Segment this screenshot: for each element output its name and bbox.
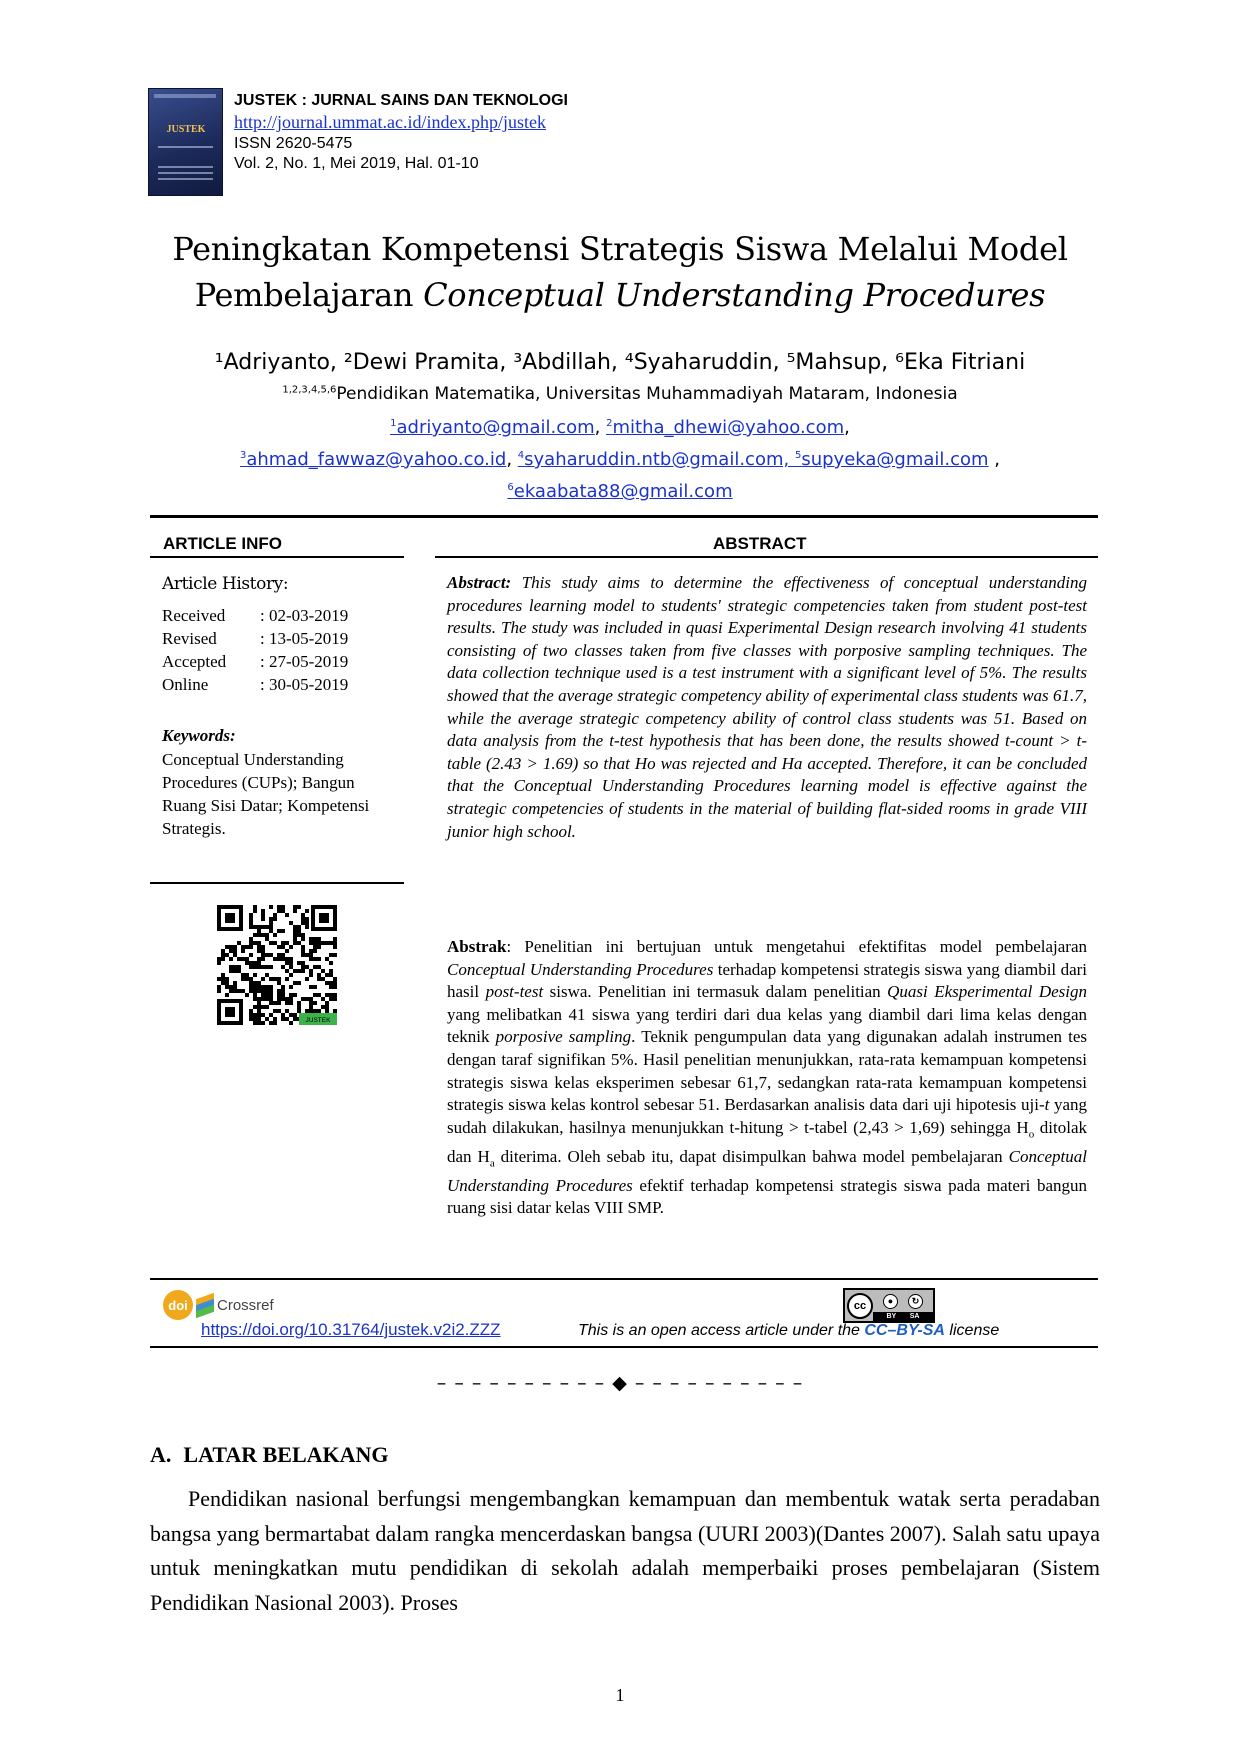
person-icon: ●	[883, 1294, 898, 1309]
abstract-english	[447, 572, 1087, 843]
history-row: Accepted : 27-05-2019	[162, 652, 349, 671]
abstract-heading: ABSTRACT	[713, 534, 807, 553]
section-heading	[150, 1442, 389, 1468]
keywords-rule	[150, 882, 404, 884]
section-separator: – – – – – – – – – – ◆ – – – – – – – – – –	[436, 1372, 804, 1394]
email-link[interactable]: $^4$syaharuddin.ntb@gmail.com, $^5$supyeka@gmail.com	[517, 449, 989, 470]
author-emails: $^1$adriyanto@gmail.com, $^2$mitha_dhewi@yahoo.com, $^3$ahmad_fawwaz@yahoo.co.id, $^4$syaharuddin.ntb@gmail.com, $^5$supyeka@gmail.com , $^6$ekaabata88@gmail.com	[239, 417, 1001, 502]
article-history-title: Article History:	[162, 574, 289, 594]
abstract-label: Abstract:	[447, 573, 512, 592]
paper-title-line2: Pembelajaran	[194, 276, 424, 314]
journal-issn: ISSN 2620-5475	[234, 135, 353, 152]
article-info-underline	[150, 556, 404, 558]
paper-title-italic: Conceptual Understanding Procedures	[423, 276, 1046, 314]
affiliation	[130, 384, 1110, 404]
share-alike-icon: ↻	[908, 1294, 923, 1309]
email-link[interactable]: $^3$ahmad_fawwaz@yahoo.co.id	[239, 449, 507, 470]
affiliation-text: Pendidikan Matematika, Universitas Muhammadiyah Mataram, Indonesia	[336, 384, 958, 404]
section-title: LATAR BELAKANG	[183, 1442, 389, 1467]
article-info-heading: ARTICLE INFO	[163, 534, 282, 553]
journal-url-link[interactable]: http://journal.ummat.ac.id/index.php/justek	[234, 112, 546, 132]
cc-by-label: BY	[886, 1313, 897, 1320]
journal-header	[234, 92, 568, 173]
abstract-underline	[435, 556, 1098, 558]
history-row: Revised : 13-05-2019	[162, 629, 349, 648]
qr-label: JUSTEK	[305, 1017, 331, 1024]
crossref-text: Crossref	[217, 1296, 274, 1314]
keywords-title: Keywords:	[162, 726, 236, 745]
paper-title-line1: Peningkatan Kompetensi Strategis Siswa Melalui Model	[172, 230, 1068, 268]
footer-bottom-rule	[150, 1346, 1098, 1348]
email-link[interactable]: $^2$mitha_dhewi@yahoo.com	[606, 417, 845, 438]
affiliation-sup: 1,2,3,4,5,6	[282, 384, 337, 396]
journal-volume: Vol. 2, No. 1, Mei 2019, Hal. 01-10	[234, 155, 479, 172]
email-link[interactable]: $^1$adriyanto@gmail.com	[390, 417, 595, 438]
article-history	[162, 604, 348, 696]
top-rule	[150, 515, 1098, 518]
crossref-icon	[196, 1294, 214, 1316]
doi-link[interactable]: https://doi.org/10.31764/justek.v2i2.ZZZ	[201, 1320, 501, 1339]
abstract-english-text: This study aims to determine the effectiveness of conceptual understanding procedures learning model to students' strategic competencies taken from student post-test results. The study was included in quasi Experimental Design research involving 41 students consisting of two classes taken from five classes with porposive sampling techniques. The data collection technique used is a test instrument with a significant level of 5%. The results showed that the average strategic competency ability of experimental class students was 61.7, while the average strategic competency ability of control class students was 51. Based on data analysis from the t-test hypothesis that has been done, the results showed t-count > t-table (2.43 > 1.69) so that Ho was rejected and Ha accepted. Therefore, it can be concluded that the Conceptual Understanding Procedures learning model is effective against the strategic competencies of students in the material of building flat-sided rooms in grade VIII junior high school.	[447, 573, 1087, 841]
cover-title: JUSTEK	[166, 124, 206, 135]
history-row: Online : 30-05-2019	[162, 675, 349, 694]
qr-code-icon[interactable]	[217, 905, 337, 1025]
crossref-logo	[163, 1290, 274, 1320]
section-number: A.	[150, 1442, 172, 1467]
cc-sa-label: SA	[909, 1313, 920, 1320]
paper-title	[130, 226, 1110, 318]
author-list: ¹Adriyanto, ²Dewi Pramita, ³Abdillah, ⁴Syaharuddin, ⁵Mahsup, ⁶Eka Fitriani	[214, 350, 1026, 375]
page-number: 1	[615, 1685, 625, 1705]
history-row: Received : 02-03-2019	[162, 606, 349, 625]
journal-cover-image	[148, 88, 223, 196]
email-link[interactable]: $^6$ekaabata88@gmail.com	[507, 481, 733, 502]
journal-name: JUSTEK : JURNAL SAINS DAN TEKNOLOGI	[234, 92, 568, 109]
cc-icon: cc	[847, 1293, 873, 1319]
body-paragraph: Pendidikan nasional berfungsi mengembangkan kemampuan dan membentuk watak serta peradaban bangsa yang bermartabat dalam rangka mencerdaskan bangsa (UURI 2003)(Dantes 2007). Salah satu upaya untuk meningkatkan mutu pendidikan di sekolah adalah memperbaiki proses pembelajaran (Sistem Pendidikan Nasional 2003). Proses	[150, 1486, 1100, 1615]
abstract-indonesian: Abstrak: Penelitian ini bertujuan untuk mengetahui efektifitas model pembelajaran Conceptual Understanding Procedures terhadap kompetensi strategis siswa yang diambil dari hasil post-test siswa. Penelitian ini termasuk dalam penelitian Quasi Eksperimental Design yang melibatkan 41 siswa yang terdiri dari dua kelas yang diambil dari lima kelas dengan teknik porposive sampling. Teknik pengumpulan data yang digunakan adalah instrumen tes dengan taraf signifikan 5%. Hasil penelitian menunjukkan, rata-rata kemampuan kompetensi strategis siswa kelas eksperimen sebesar 61,7, sedangkan rata-rata kemampuan kompetensi strategis siswa kelas kontrol sebesar 51. Berdasarkan analisis data dari uji hipotesis uji-t yang sudah dilakukan, hasilnya menunjukkan t-hitung > t-tabel (2,43 > 1,69) sehingga $H_o$ ditolak dan $H_a$ diterima. Oleh sebab itu, dapat disimpulkan bahwa model pembelajaran Conceptual Understanding Procedures efektif terhadap kompetensi strategis siswa pada materi bangun ruang sisi datar kelas VIII SMP.	[447, 937, 1088, 1218]
keywords-text: Conceptual Understanding Procedures (CUPs); Bangun Ruang Sisi Datar; Kompetensi Strategis.	[162, 750, 370, 838]
doi-icon: doi	[163, 1290, 193, 1320]
abstract-box-bottom-rule	[150, 1278, 1098, 1280]
license-link[interactable]: CC–BY-SA	[864, 1322, 945, 1339]
license-text: This is an open access article under the CC–BY-SA license	[578, 1322, 1000, 1339]
cc-by-sa-license-badge[interactable]	[843, 1288, 935, 1323]
